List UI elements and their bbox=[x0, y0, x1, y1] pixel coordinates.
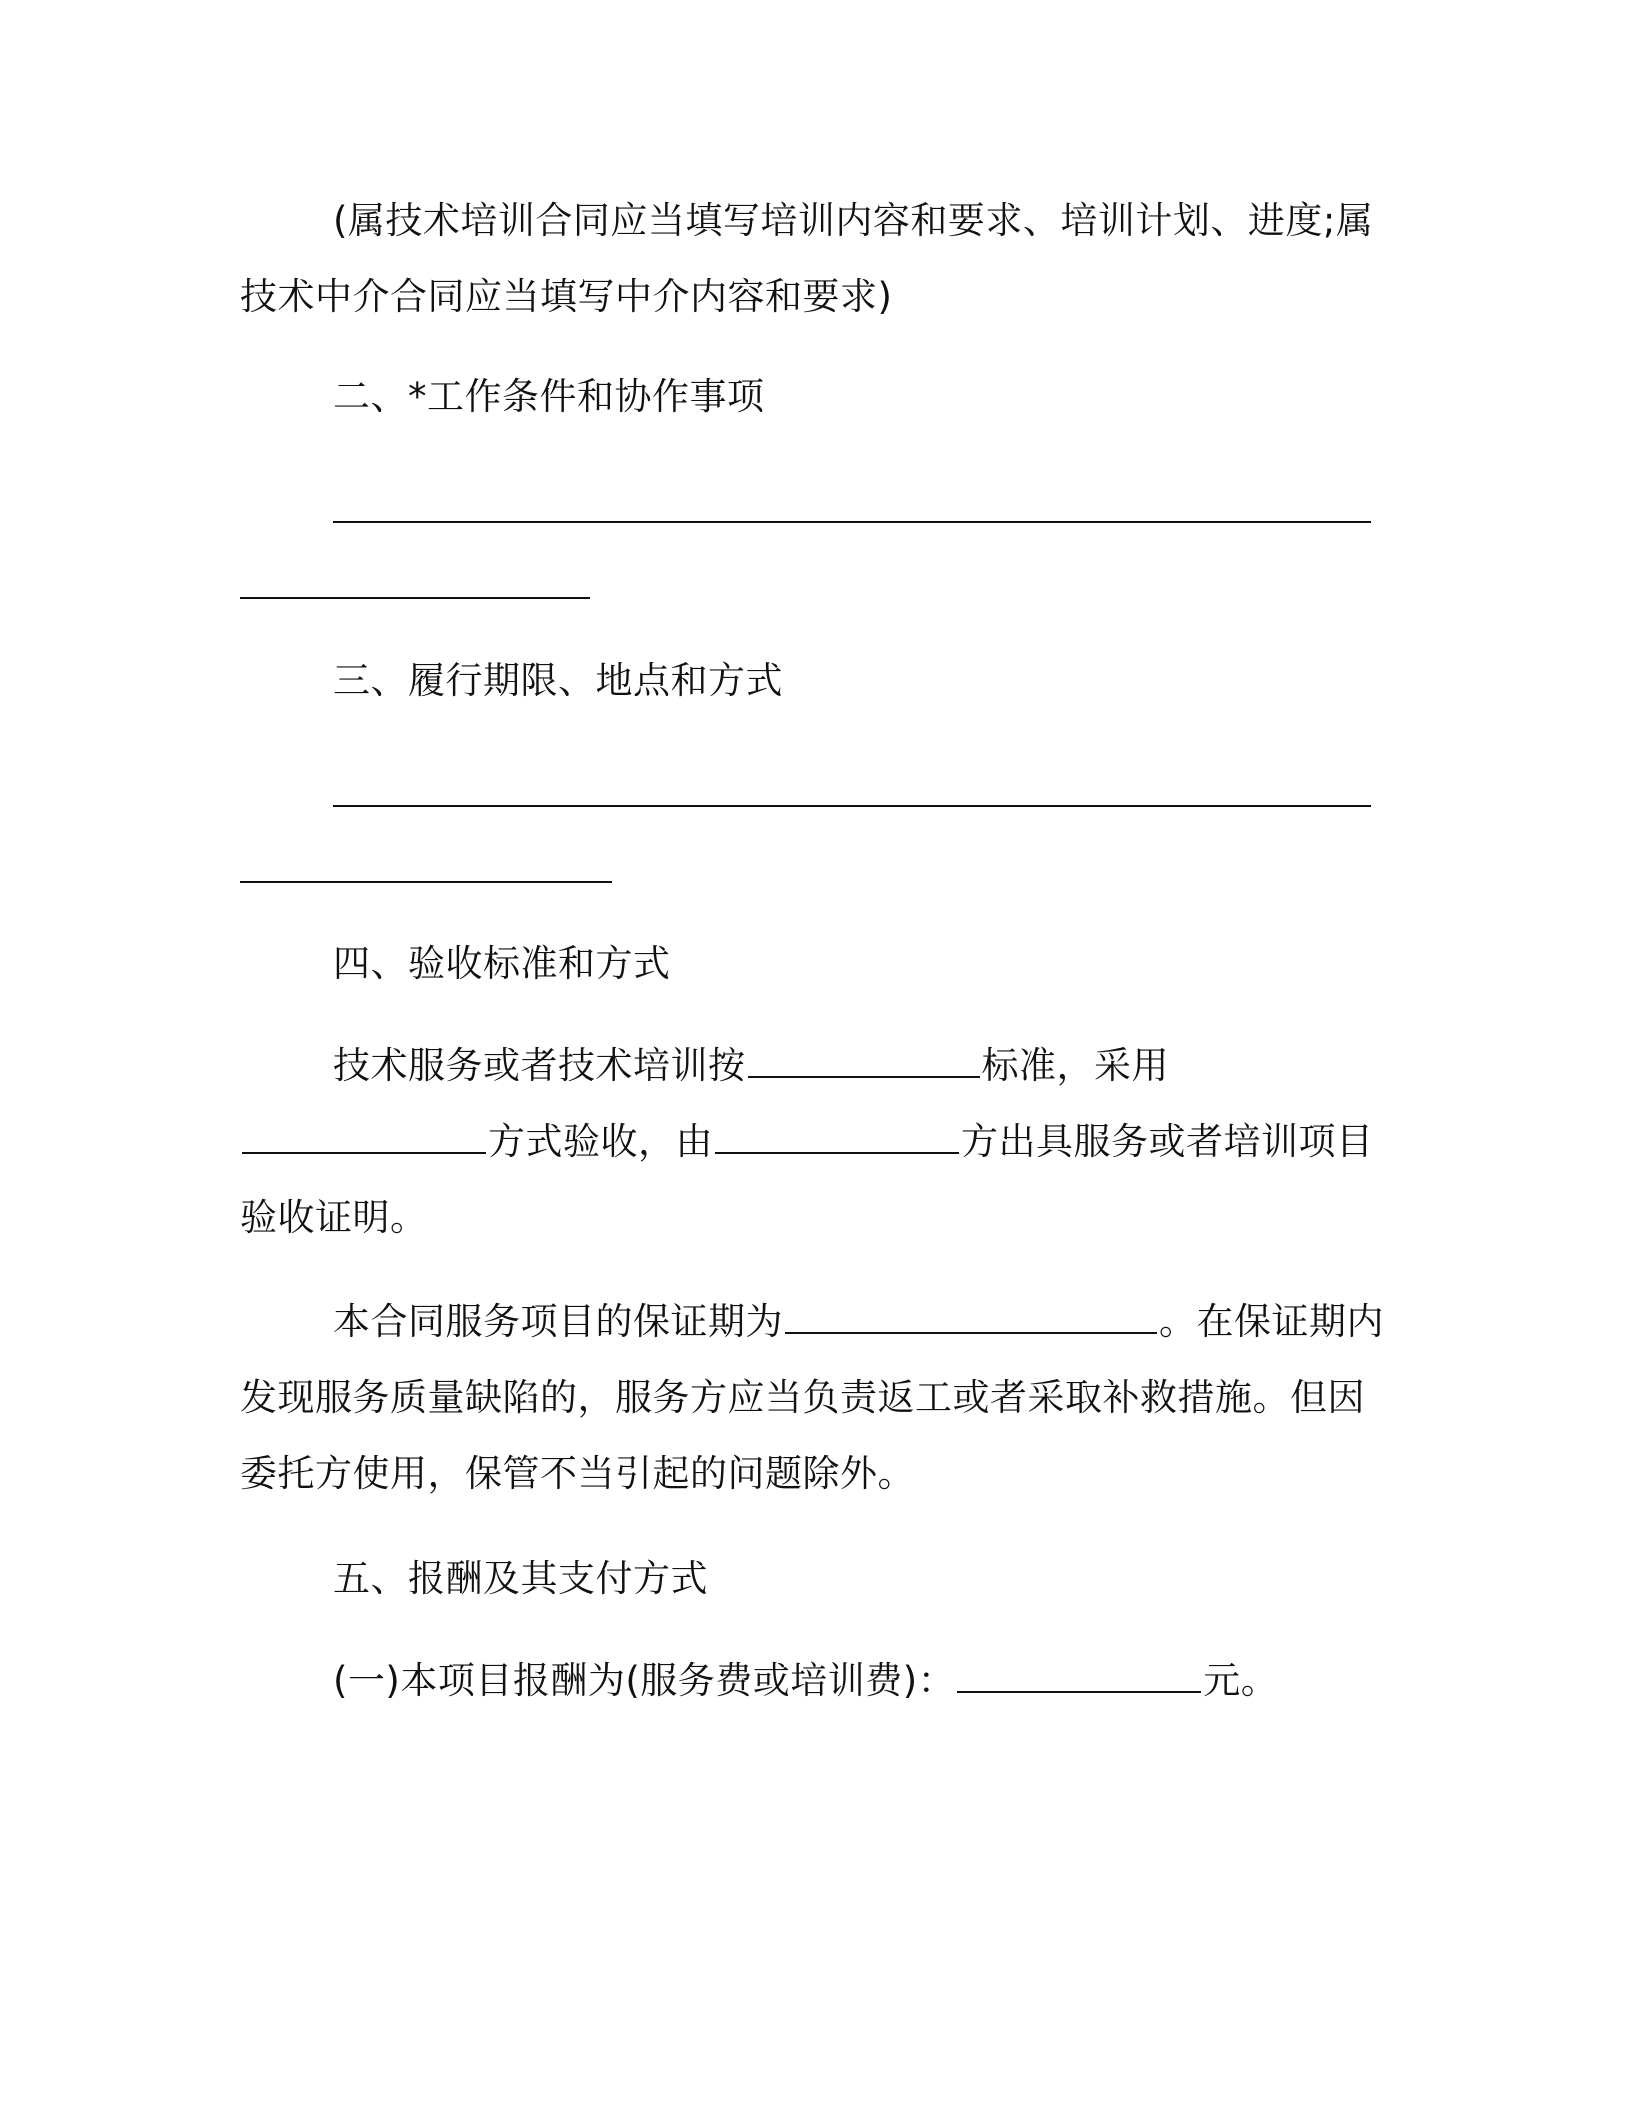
acceptance-line-3: 验收证明。 bbox=[240, 1196, 428, 1239]
warranty-period-blank bbox=[785, 1298, 1157, 1334]
warranty-text-a: 本合同服务项目的保证期为 bbox=[333, 1300, 783, 1343]
section-5-heading: 五、报酬及其支付方式 bbox=[333, 1557, 708, 1600]
fee-text-a: (一)本项目报酬为(服务费或培训费)： bbox=[333, 1659, 956, 1702]
warranty-line-3: 委托方使用，保管不当引起的问题除外。 bbox=[240, 1452, 915, 1495]
warranty-line-2: 发现服务质量缺陷的，服务方应当负责返工或者采取补救措施。但因 bbox=[240, 1376, 1365, 1419]
note-line-1: (属技术培训合同应当填写培训内容和要求、培训计划、进度;属 bbox=[333, 199, 1374, 242]
fill-in-rule-section-2-line-1 bbox=[333, 521, 1371, 523]
acceptance-method-blank bbox=[242, 1118, 486, 1154]
note-line-2: 技术中介合同应当填写中介内容和要求) bbox=[240, 275, 893, 318]
section-3-heading: 三、履行期限、地点和方式 bbox=[333, 659, 783, 702]
fill-in-rule-section-3-line-2 bbox=[240, 881, 612, 883]
acceptance-text-c: 方式验收，由 bbox=[488, 1120, 713, 1163]
section-2-heading: 二、*工作条件和协作事项 bbox=[333, 375, 765, 418]
fee-text-b: 元。 bbox=[1203, 1659, 1279, 1702]
acceptance-line-2 bbox=[240, 1117, 1374, 1167]
acceptance-text-a: 技术服务或者技术培训按 bbox=[333, 1044, 746, 1087]
acceptance-line-1 bbox=[333, 1041, 1169, 1091]
warranty-line-1 bbox=[333, 1297, 1384, 1347]
fee-amount-blank bbox=[957, 1657, 1201, 1693]
acceptance-text-d: 方出具服务或者培训项目 bbox=[961, 1120, 1374, 1163]
fill-in-rule-section-3-line-1 bbox=[333, 805, 1371, 807]
fill-in-rule-section-2-line-2 bbox=[240, 597, 590, 599]
acceptance-party-blank bbox=[715, 1118, 959, 1154]
acceptance-standard-blank bbox=[748, 1042, 980, 1078]
warranty-text-b: 。在保证期内 bbox=[1159, 1300, 1384, 1343]
section-4-heading: 四、验收标准和方式 bbox=[333, 942, 671, 985]
acceptance-text-b: 标准，采用 bbox=[981, 1044, 1169, 1087]
fee-line bbox=[333, 1656, 1278, 1706]
